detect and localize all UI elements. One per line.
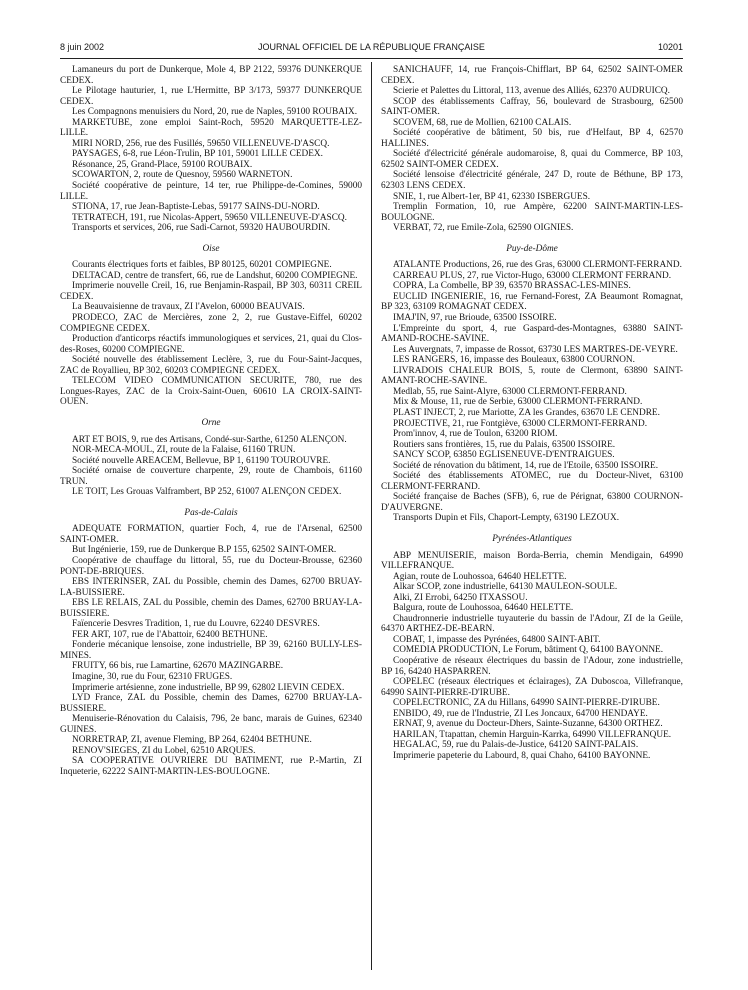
company-entry: EUCLID INGENIERIE, 16, rue Fernand-Forest, ZA Beaumont Romagnat, BP 323, 63109 ROMAGNAT CEDEX. [381,291,683,313]
header-date: 8 juin 2002 [60,42,105,52]
company-entry: LIVRADOIS CHALEUR BOIS, 5, route de Clermont, 63890 SAINT-AMANT-ROCHE-SAVINE. [381,365,683,387]
company-entry: SCOWARTON, 2, route de Quesnoy, 59560 WARNETON. [72,170,293,181]
company-entry: Production d'anticorps réactifs immunologiques et services, 21, quai du Clos-des-Roses, 60200 COMPIEGNE. [60,334,362,355]
company-entry: L'Empreinte du sport, 4, rue Gaspard-des-Montagnes, 63880 SAINT-AMAND-ROCHE-SAVINE. [381,323,683,345]
company-entry: Fonderie mécanique lensoise, zone industrielle, BP 39, 62160 BULLY-LES-MINES. [60,640,362,661]
company-entry: Balgura, route de Louhossoa, 64640 HELETTE. [393,603,574,614]
company-entry: Société française de Baches (SFB), 6, rue de Pérignat, 63800 COURNON-D'AUVERGNE. [381,492,683,513]
column-separator [371,62,372,970]
company-entry: MIRI NORD, 256, rue des Fusillés, 59650 VILLENEUVE-D'ASCQ. [72,138,330,149]
section-heading: Pas-de-Calais [184,507,238,518]
company-entry: Résonance, 25, Grand-Place, 59100 ROUBAIX. [72,159,253,170]
company-entry: NOR-MECA-MOUL, ZI, route de la Falaise, 61160 TRUN. [72,445,296,456]
company-entry: Société des établissements ATOMEC, rue du Docteur-Nivet, 63100 CLERMONT-FERRAND. [381,471,683,492]
company-entry: FRUITY, 66 bis, rue Lamartine, 62670 MAZINGARBE. [72,661,284,672]
company-entry: NORRETRAP, ZI, avenue Fleming, BP 264, 62404 BETHUNE. [72,735,312,746]
company-entry: LYD France, ZAL du Possible, chemin des Dames, 62700 BRUAY-LA-BUSSIERE. [60,693,362,714]
company-entry: Coopérative de chauffage du littoral, 55, rue du Docteur-Brousse, 62360 PONT-DE-BRIQUES. [60,555,362,577]
company-entry: LE TOIT, Les Grouas Valframbert, BP 252, 61007 ALENÇON CEDEX. [72,487,342,498]
company-entry: LES RANGERS, 16, impasse des Bouleaux, 63800 COURNON. [393,355,635,366]
company-entry: Société de rénovation du bâtiment, 14, rue de l'Etoile, 63500 ISSOIRE. [393,460,659,471]
left-column [60,65,362,777]
company-entry: COPELECTRONIC, ZA du Hillans, 64990 SAINT-PIERRE-D'IRUBE. [393,698,660,709]
company-entry: PAYSAGES, 6-8, rue Léon-Trulin, BP 101, 59001 LILLE CEDEX. [72,149,323,160]
page-header [60,42,683,54]
section-heading: Oise [202,243,220,254]
company-entry: Transports Dupin et Fils, Chaport-Lempty, 63190 LEZOUX. [393,513,620,524]
company-entry: TETRATECH, 191, rue Nicolas-Appert, 59650 VILLENEUVE-D'ASCQ. [72,212,347,223]
company-entry: Société lensoise d'électricité générale, 247 D, route de Béthune, BP 173, 62303 LENS CEDEX. [381,170,683,192]
company-entry: EBS LE RELAIS, ZAL du Possible, chemin des Dames, 62700 BRUAY-LA-BUISSIERE. [60,598,362,619]
company-entry: Transports et services, 206, rue Sadi-Carnot, 59320 HAUBOURDIN. [72,223,331,234]
company-entry: SCOVEM, 68, rue de Mollien, 62100 CALAIS. [393,117,572,128]
company-entry: Société ornaise de couverture charpente, 29, route de Chambois, 61160 TRUN. [60,466,362,487]
company-entry: Routiers sans frontières, 15, rue du Palais, 63500 ISSOIRE. [393,439,616,450]
company-entry: TELECOM VIDEO COMMUNICATION SECURITE, 780, rue des Longues-Rayes, ZAC de la Croix-Saint-Ouen, 60610 LA CROIX-SAINT-OUEN. [60,376,362,408]
company-entry: ABP MENUISERIE, maison Borda-Berria, chemin Mendigain, 64990 VILLEFRANQUE. [381,550,683,572]
company-entry: MARKETUBE, zone emploi Saint-Roch, 59520 MARQUETTE-LEZ-LILLE. [60,117,362,139]
company-entry: Agian, route de Louhossoa, 64640 HELETTE. [393,571,567,582]
company-entry: SNIE, 1, rue Albert-1er, BP 41, 62330 ISBERGUES. [393,191,591,202]
company-entry: HARILAN, Ttapattan, chemin Harguin-Karrka, 64990 VILLEFRANQUE. [393,729,672,740]
company-entry: EBS INTERINSER, ZAL du Possible, chemin des Dames, 62700 BRUAY-LA-BUISSIERE. [60,577,362,598]
company-entry: Imagine, 30, rue du Four, 62310 FRUGES. [72,671,233,682]
company-entry: Chaudronnerie industrielle tuyauterie du bassin de l'Adour, ZI de la Geüle, 64370 ARTHEZ-DE-BEARN. [381,613,683,635]
company-entry: Les Auvergnats, 7, impasse de Rossot, 63730 LES MARTRES-DE-VEYRE. [393,344,678,355]
company-entry: DELTACAD, centre de transfert, 66, rue de Landshut, 60200 COMPIEGNE. [72,270,358,281]
company-entry: Alkar SCOP, zone industrielle, 64130 MAULEON-SOULE. [393,582,618,593]
company-entry: Les Compagnons menuisiers du Nord, 20, rue de Naples, 59100 ROUBAIX. [72,107,358,118]
company-entry: STIONA, 17, rue Jean-Baptiste-Lebas, 59177 SAINS-DU-NORD. [72,202,320,213]
header-rule [60,58,683,59]
company-entry: ERNAT, 9, avenue du Docteur-Dhers, Sainte-Suzanne, 64300 ORTHEZ. [393,719,663,730]
company-entry: Tremplin Formation, 10, rue Ampère, 62200 SAINT-MARTIN-LES-BOULOGNE. [381,202,683,223]
right-column [381,65,683,761]
company-entry: Scierie et Palettes du Littoral, 113, avenue des Alliés, 62370 AUDRUICQ. [393,86,670,97]
section-heading: Orne [201,417,221,428]
company-entry: SCOP des établissements Caffray, 56, boulevard de Strasbourg, 62500 SAINT-OMER. [381,96,683,118]
company-entry: Société nouvelle AREACEM, Bellevue, BP 1, 61190 TOUROUVRE. [72,455,331,466]
company-entry: Société nouvelle des établissement Leclère, 3, rue du Four-Saint-Jacques, ZAC de Royallieu, BP 302, 60203 COMPIEGNE CEDEX. [60,355,362,376]
company-entry: RENOV'SIEGES, ZI du Lobel, 62510 ARQUES. [72,745,256,756]
company-entry: CARREAU PLUS, 27, rue Victor-Hugo, 63000 CLERMONT FERRAND. [393,270,672,281]
company-entry: ART ET BOIS, 9, rue des Artisans, Condé-sur-Sarthe, 61250 ALENÇON. [72,434,347,445]
header-page-number: 10201 [657,42,683,52]
company-entry: ATALANTE Productions, 26, rue des Gras, 63000 CLERMONT-FERRAND. [393,260,682,271]
company-entry: Medlab, 55, rue Saint-Alyre, 63000 CLERMONT-FERRAND. [393,386,627,397]
company-entry: Imprimerie nouvelle Creil, 16, rue Benjamin-Raspail, BP 303, 60311 CREIL CEDEX. [60,281,362,302]
section-heading: Puy-de-Dôme [506,243,558,254]
company-entry: COPRA, La Combelle, BP 39, 63570 BRASSAC-LES-MINES. [393,281,631,292]
company-entry: PRODECO, ZAC de Mercières, zone 2, 2, rue Gustave-Eiffel, 60202 COMPIEGNE CEDEX. [60,313,362,334]
company-entry: IMAJ'IN, 97, rue Brioude, 63500 ISSOIRE. [393,313,557,324]
company-entry: Lamaneurs du port de Dunkerque, Mole 4, BP 2122, 59376 DUNKERQUE CEDEX. [60,65,362,86]
company-entry: Courants électriques forts et faibles, BP 80125, 60201 COMPIEGNE. [72,260,332,271]
company-entry: Imprimerie papeterie du Labourd, 8, quai Chaho, 64100 BAYONNE. [393,750,651,761]
section-heading: Pyrénées-Atlantiques [492,533,572,544]
company-entry: COBAT, 1, impasse des Pyrénées, 64800 SAINT-ABIT. [393,634,601,645]
company-entry: VERBAT, 72, rue Emile-Zola, 62590 OIGNIES. [393,223,574,234]
company-entry: Société coopérative de peinture, 14 ter, rue Philippe-de-Comines, 59000 LILLE. [60,181,362,202]
company-entry: Société coopérative de bâtiment, 50 bis, rue d'Helfaut, BP 4, 62570 HALLINES. [381,128,683,149]
company-entry: Faïencerie Desvres Tradition, 1, rue du Louvre, 62240 DESVRES. [72,619,320,630]
company-entry: Mix & Mouse, 11, rue de Serbie, 63000 CLERMONT-FERRAND. [393,397,643,408]
company-entry: PLAST INJECT, 2, rue Mariotte, ZA les Grandes, 63670 LE CENDRE. [393,407,660,418]
company-entry: PROJECTIVE, 21, rue Fontgiève, 63000 CLERMONT-FERRAND. [393,418,648,429]
company-entry: But Ingénierie, 159, rue de Dunkerque B.P 155, 62502 SAINT-OMER. [72,545,337,556]
company-entry: Imprimerie artésienne, zone industrielle, BP 99, 62802 LIEVIN CEDEX. [72,682,345,693]
company-entry: SA COOPERATIVE OUVRIERE DU BATIMENT, rue P.-Martin, ZI Inqueterie, 62222 SAINT-MARTIN-LES-BOULOGNE. [60,756,362,777]
company-entry: Le Pilotage hauturier, 1, rue L'Hermitte, BP 3/173, 59377 DUNKERQUE CEDEX. [60,86,362,107]
company-entry: Menuiserie-Rénovation du Calaisis, 796, 2e banc, marais de Guines, 62340 GUINES. [60,714,362,735]
company-entry: FER ART, 107, rue de l'Abattoir, 62400 BETHUNE. [72,629,268,640]
company-entry: Société d'électricité générale audomaroise, 8, quai du Commerce, BP 103, 62502 SAINT-OMER CEDEX. [381,149,683,170]
company-entry: HEGALAC, 59, rue du Palais-de-Justice, 64120 SAINT-PALAIS. [393,740,639,751]
company-entry: Alki, ZI Errobi, 64250 ITXASSOU. [393,592,528,603]
company-entry: La Beauvaisienne de travaux, ZI l'Avelon, 60000 BEAUVAIS. [72,302,305,313]
company-entry: COMEDIA PRODUCTION, Le Forum, bâtiment Q, 64100 BAYONNE. [393,645,664,656]
company-entry: ENBIDO, 49, rue de l'Industrie, ZI Les Joncaux, 64700 HENDAYE. [393,708,648,719]
company-entry: COPELEC (réseaux électriques et éclairages), ZA Duboscoa, Villefranque, 64990 SAINT-PIERRE-D'IRUBE. [381,677,683,698]
header-journal-title: JOURNAL OFFICIEL DE LA RÉPUBLIQUE FRANÇAISE [258,42,485,52]
company-entry: ADEQUATE FORMATION, quartier Foch, 4, rue de l'Arsenal, 62500 SAINT-OMER. [60,524,362,545]
company-entry: SANICHAUFF, 14, rue François-Chifflart, BP 64, 62502 SAINT-OMER CEDEX. [381,65,683,86]
company-entry: SANCY SCOP, 63850 EGLISENEUVE-D'ENTRAIGUES. [393,450,615,461]
company-entry: Coopérative de réseaux électriques du bassin de l'Adour, zone industrielle, BP 16, 64240 HASPARREN. [381,655,683,677]
company-entry: Prom'innov, 4, rue de Toulon, 63200 RIOM. [393,429,558,440]
